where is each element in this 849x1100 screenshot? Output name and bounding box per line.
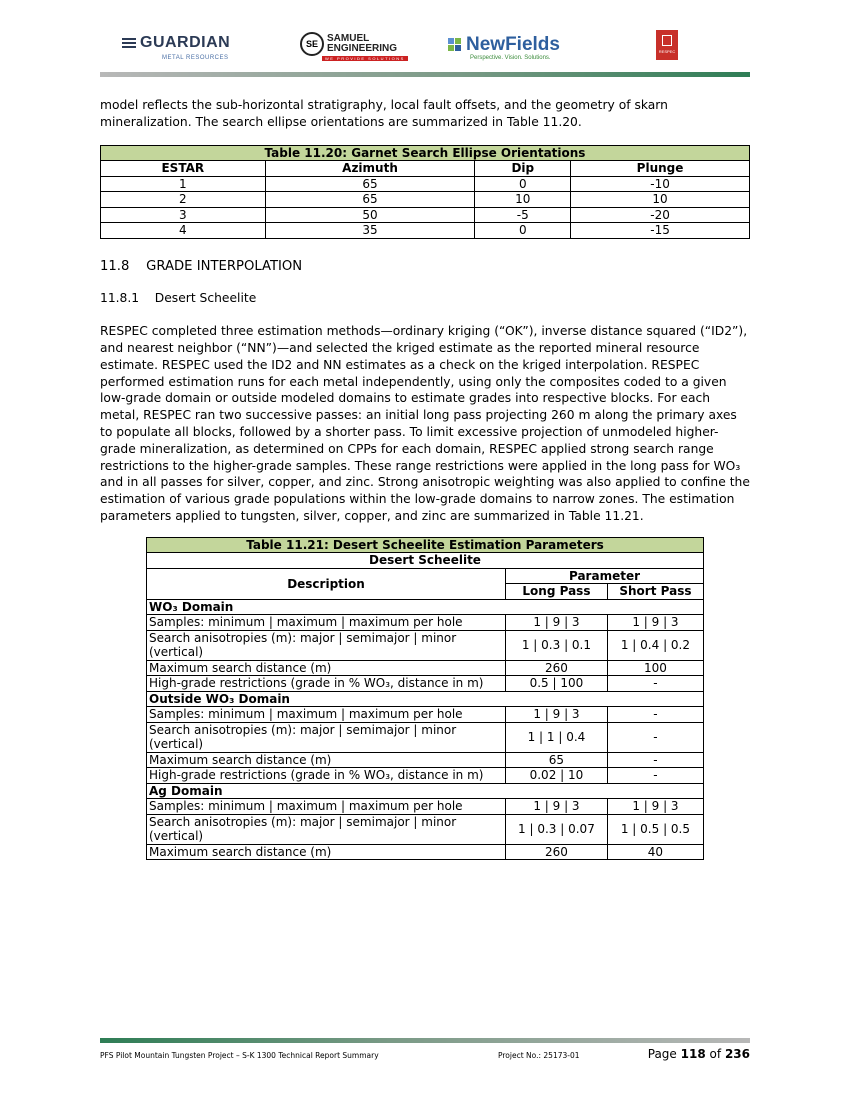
table-row bbox=[147, 630, 704, 660]
subsection-number: 11.8.1 bbox=[100, 291, 140, 306]
row-description: Search anisotropies (m): major | semimajor | minor (vertical) bbox=[147, 722, 506, 752]
short-pass-value: 1 | 9 | 3 bbox=[607, 799, 703, 815]
page-number: Page 118 of 236 bbox=[647, 1047, 750, 1061]
guardian-logo-name: GUARDIAN bbox=[140, 34, 231, 51]
long-pass-value: 1 | 9 | 3 bbox=[506, 615, 608, 631]
respec-logo: RESPEC bbox=[656, 30, 678, 60]
table-cell: 50 bbox=[265, 207, 475, 223]
col-header-estar: ESTAR bbox=[101, 161, 266, 177]
newfields-squares-icon bbox=[448, 38, 462, 52]
newfields-logo-sub: Perspective. Vision. Solutions. bbox=[470, 55, 551, 61]
table-row bbox=[147, 660, 704, 676]
table-row bbox=[101, 192, 750, 208]
table-cell: 4 bbox=[101, 223, 266, 239]
table-row bbox=[147, 814, 704, 844]
table-cell: -15 bbox=[571, 223, 750, 239]
long-pass-value: 65 bbox=[506, 752, 608, 768]
row-description: High-grade restrictions (grade in % WO₃, distance in m) bbox=[147, 768, 506, 784]
section-row bbox=[147, 783, 704, 799]
table-cell: 10 bbox=[475, 192, 571, 208]
table-11-21-subtitle: Desert Scheelite bbox=[147, 553, 704, 569]
section-name: Outside WO₃ Domain bbox=[147, 691, 704, 707]
long-pass-value: 1 | 0.3 | 0.1 bbox=[506, 630, 608, 660]
samuel-logo-tag: WE PROVIDE SOLUTIONS bbox=[322, 56, 408, 61]
row-description: Search anisotropies (m): major | semimajor | minor (vertical) bbox=[147, 814, 506, 844]
row-description: Samples: minimum | maximum | maximum per hole bbox=[147, 707, 506, 723]
section-title: GRADE INTERPOLATION bbox=[146, 258, 303, 274]
section-row bbox=[147, 599, 704, 615]
table-cell: 65 bbox=[265, 176, 475, 192]
table-cell: 0 bbox=[475, 223, 571, 239]
footer-project-number: Project No.: 25173-01 bbox=[498, 1051, 580, 1060]
long-pass-value: 0.5 | 100 bbox=[506, 676, 608, 692]
table-cell: 0 bbox=[475, 176, 571, 192]
table-cell: 3 bbox=[101, 207, 266, 223]
long-pass-value: 260 bbox=[506, 844, 608, 860]
col-header-description: Description bbox=[147, 568, 506, 599]
table-cell: 65 bbox=[265, 192, 475, 208]
section-heading bbox=[100, 259, 750, 276]
page-content bbox=[100, 97, 750, 860]
table-row bbox=[101, 207, 750, 223]
short-pass-value: - bbox=[607, 676, 703, 692]
row-description: Maximum search distance (m) bbox=[147, 660, 506, 676]
subsection-heading bbox=[100, 290, 750, 307]
subsection-title: Desert Scheelite bbox=[154, 291, 257, 306]
row-description: Maximum search distance (m) bbox=[147, 844, 506, 860]
page-header bbox=[100, 28, 750, 78]
short-pass-value: - bbox=[607, 752, 703, 768]
table-row bbox=[147, 615, 704, 631]
short-pass-value: - bbox=[607, 707, 703, 723]
table-11-20 bbox=[100, 145, 750, 239]
body-paragraph: RESPEC completed three estimation methods—ordinary kriging (“OK”), inverse distance squared (“ID2”), and nearest neighbor (“NN”)—and selected the kriged estimate as the reported mineral resource estimate. RESPEC used the ID2 and NN estimates as a check on the kriged interpolation. RESPEC performed estimation runs for each metal independently, using only the composites coded to a given low-grade domain or outside modeled domains to estimate grades into respective blocks. For each metal, RESPEC ran two successive passes: an initial long pass projecting 260 m along the primary axes to populate all blocks, followed by a shorter pass. To limit excessive projection of unmodeled higher-grade mineralization, as determined on CPPs for each domain, RESPEC applied strong search range restrictions to the higher-grade samples. These range restrictions were applied in the long pass for WO₃ and in all passes for silver, copper, and zinc. Strong anisotropic weighting was also applied to confine the estimation of various grade populations within the low-grade domains to narrow zones. The estimation parameters applied to tungsten, silver, copper, and zinc are summarized in Table 11.21. bbox=[100, 324, 750, 523]
table-row bbox=[147, 722, 704, 752]
col-header-dip: Dip bbox=[475, 161, 571, 177]
table-row bbox=[147, 707, 704, 723]
intro-paragraph: model reflects the sub-horizontal stratigraphy, local fault offsets, and the geometry of skarn mineralization. The search ellipse orientations are summarized in Table 11.20. bbox=[100, 98, 668, 129]
guardian-logo-sub: METAL RESOURCES bbox=[162, 55, 229, 61]
table-row bbox=[147, 752, 704, 768]
short-pass-value: - bbox=[607, 722, 703, 752]
table-11-20-title: Table 11.20: Garnet Search Ellipse Orientations bbox=[101, 145, 750, 161]
table-row bbox=[147, 768, 704, 784]
long-pass-value: 0.02 | 10 bbox=[506, 768, 608, 784]
long-pass-value: 1 | 1 | 0.4 bbox=[506, 722, 608, 752]
col-header-long-pass: Long Pass bbox=[506, 584, 608, 600]
guardian-logo bbox=[122, 34, 231, 61]
table-cell: 2 bbox=[101, 192, 266, 208]
table-row bbox=[101, 223, 750, 239]
table-cell: -10 bbox=[571, 176, 750, 192]
newfields-logo bbox=[448, 34, 560, 61]
section-row bbox=[147, 691, 704, 707]
table-row bbox=[147, 844, 704, 860]
table-row bbox=[101, 176, 750, 192]
col-header-plunge: Plunge bbox=[571, 161, 750, 177]
table-cell: 1 bbox=[101, 176, 266, 192]
short-pass-value: 1 | 9 | 3 bbox=[607, 615, 703, 631]
section-name: WO₃ Domain bbox=[147, 599, 704, 615]
long-pass-value: 1 | 9 | 3 bbox=[506, 799, 608, 815]
table-cell: 35 bbox=[265, 223, 475, 239]
row-description: Search anisotropies (m): major | semimajor | minor (vertical) bbox=[147, 630, 506, 660]
row-description: Samples: minimum | maximum | maximum per hole bbox=[147, 799, 506, 815]
short-pass-value: 1 | 0.5 | 0.5 bbox=[607, 814, 703, 844]
footer-report-title: PFS Pilot Mountain Tungsten Project – S-K 1300 Technical Report Summary bbox=[100, 1051, 379, 1060]
long-pass-value: 1 | 9 | 3 bbox=[506, 707, 608, 723]
short-pass-value: 100 bbox=[607, 660, 703, 676]
samuel-engineering-logo bbox=[300, 32, 405, 61]
table-11-21 bbox=[146, 537, 704, 861]
table-row bbox=[147, 799, 704, 815]
long-pass-value: 1 | 0.3 | 0.07 bbox=[506, 814, 608, 844]
col-header-short-pass: Short Pass bbox=[607, 584, 703, 600]
col-header-azimuth: Azimuth bbox=[265, 161, 475, 177]
col-header-parameter: Parameter bbox=[506, 568, 704, 584]
table-cell: -5 bbox=[475, 207, 571, 223]
table-cell: -20 bbox=[571, 207, 750, 223]
long-pass-value: 260 bbox=[506, 660, 608, 676]
short-pass-value: 1 | 0.4 | 0.2 bbox=[607, 630, 703, 660]
short-pass-value: 40 bbox=[607, 844, 703, 860]
table-row bbox=[147, 676, 704, 692]
footer-rule bbox=[100, 1038, 750, 1043]
row-description: Samples: minimum | maximum | maximum per hole bbox=[147, 615, 506, 631]
header-rule bbox=[100, 72, 750, 77]
row-description: High-grade restrictions (grade in % WO₃, distance in m) bbox=[147, 676, 506, 692]
row-description: Maximum search distance (m) bbox=[147, 752, 506, 768]
samuel-logo-line2: ENGINEERING bbox=[327, 43, 398, 54]
samuel-logo-line1: SAMUEL bbox=[327, 33, 370, 44]
newfields-logo-name: NewFields bbox=[466, 34, 560, 55]
short-pass-value: - bbox=[607, 768, 703, 784]
se-circle-icon: SE bbox=[300, 32, 324, 56]
table-11-21-title: Table 11.21: Desert Scheelite Estimation Parameters bbox=[147, 537, 704, 553]
section-name: Ag Domain bbox=[147, 783, 704, 799]
guardian-bars-icon bbox=[122, 36, 136, 50]
section-number: 11.8 bbox=[100, 258, 130, 274]
table-cell: 10 bbox=[571, 192, 750, 208]
